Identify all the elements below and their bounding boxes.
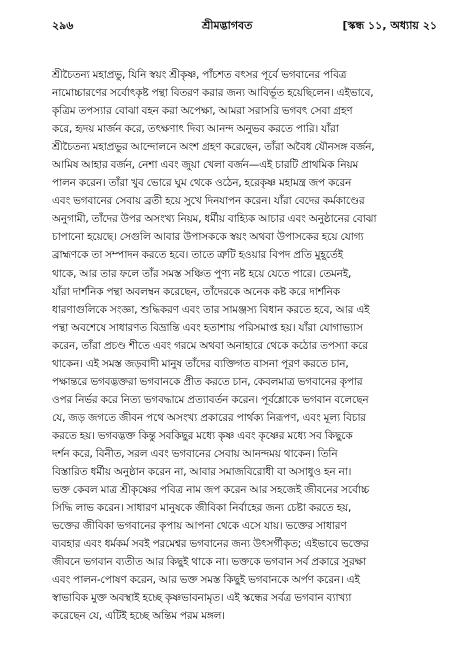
text-line: ধারণাগুলিকে সংজ্ঞা, শুদ্ধিকরণ এবং তার সামঞ্জস্য বিধান করতে হবে, আর এই [52, 303, 370, 316]
text-line: করতে হয়। ভগবদ্ভক্ত কিন্তু সবকিছুর মধ্যে কৃষ্ণ এবং কৃষ্ণের মধ্যে সব কিছুকে [52, 429, 353, 442]
text-line: এবং পালন-পোষণ করেন, আর ভক্ত সমস্ত কিছুই ভগবানকে অর্পণ করেন। এই [52, 574, 360, 587]
text-line: আমিষ আহার বর্জন, নেশা এবং জুয়া খেলা বর্জন—এই চারটি প্রাথমিক নিয়ম [52, 159, 359, 172]
text-line: যাঁরা দার্শনিক পন্থা অবলম্বন করেছেন, তাঁদেরকে অনেক কষ্ট করে দার্শনিক [52, 285, 340, 298]
page-number: ২৯৬ [52, 19, 74, 32]
page-header [52, 14, 437, 36]
book-title: শ্রীমদ্ভাগবত [202, 19, 253, 32]
text-line: পালন করেন। তাঁরা খুব ভোরে ঘুম থেকে ওঠেন, হরেকৃষ্ণ মহামন্ত্র জপ করেন [52, 177, 352, 190]
body-paragraph [52, 66, 437, 625]
text-line: থাকে, আর তার ফলে তাঁর সমস্ত সঞ্চিত পুণ্য নষ্ট হয়ে যেতে পারে। তেমনই, [52, 267, 352, 280]
text-line: করেছেন যে, এটিই হচ্ছে অন্তিম পরম মঙ্গল। [52, 610, 225, 623]
text-line: জীবনে ভগবান ব্যতীত আর কিছুই থাকে না। ভক্তকে ভগবান সর্ব প্রকারে সুরক্ষা [52, 556, 366, 569]
text-line: কৃত্রিম তপস্যার বোঝা বহন করা অপেক্ষা, আমরা সরাসরি ভগবৎ সেবা গ্রহণ [52, 105, 353, 118]
text-line: ওপর নির্ভর করে নিত্য ভগবদ্ধামে প্রত্যাবর্তন করেন। পূর্বশ্লোকে ভগবান বলেছেন [52, 393, 369, 406]
text-line: ব্যবহার এবং ধর্মকর্ম সবই পরমেশ্বর ভগবানের জন্য উৎসর্গীকৃত; এইভাবে ভক্তের [52, 538, 369, 551]
text-line: থাকেন। এই সমস্ত জড়বাদী মানুষ তাঁদের ব্যক্তিগত বাসনা পূরণ করতে চান, [52, 357, 349, 370]
text-line: চাপানো হয়েছে। সেগুলি আবার উপাসককে স্বয়ং অথবা উপাসকের হয়ে যোগ্য [52, 231, 364, 244]
text-line: দর্শন করে, বিনীত, সরল এবং ভগবানের সেবায় আনন্দময় থাকেন। তিনি [52, 447, 338, 460]
text-line: অনুগামী, তাঁদের উপর অসংখ্য নিয়ম, ধর্মীয় বাহ্যিক আচার এবং অনুষ্ঠানের বোঝা [52, 213, 377, 226]
text-line: পন্থা অবশেষে সাধারণত বিভ্রান্তি এবং হতাশায় পরিসমাপ্ত হয়। যাঁরা যোগাভ্যাস [52, 321, 363, 334]
text-line: করেন, তাঁরা প্রচণ্ড শীতে এবং গরমে অথবা অনাহারে থেকে কঠোর তপস্যা করে [52, 339, 368, 352]
text-line: ব্রাহ্মণকে তা সম্পাদন করতে হবে। তাতে ত্রুটি হওয়ার বিপদ প্রতি মুহূর্তেই [52, 249, 343, 262]
text-line: শ্রীচৈতন্য মহাপ্রভুর আন্দোলনে অংশ গ্রহণ করেছেন, তাঁরা অবৈধ যৌনসঙ্গ বর্জন, [52, 141, 375, 154]
text-line: ভক্ত কেবল মাত্র শ্রীকৃষ্ণের পবিত্র নাম জপ করেন আর সহজেই জীবনের সর্বোচ্চ [52, 484, 370, 497]
text-line: পক্ষান্তরে ভগবদ্ভক্তরা ভগবানকে প্রীত করতে চান, কেবলমাত্র ভগবানের কৃপার [52, 375, 363, 388]
text-line: সিদ্ধি লাভ করেন। সাধারণ মানুষকে জীবিকা নির্বাহের জন্য চেষ্টা করতে হয়, [52, 502, 352, 515]
text-line: স্বাভাবিক মুক্ত অবস্থাই হচ্ছে কৃষ্ণভাবনামৃত। এই স্কন্ধের সর্বত্র ভগবান ব্যাখ্যা [52, 592, 352, 605]
text-line: নামোচ্চারণের সর্বোৎকৃষ্ট পন্থা বিতরণ করার জন্য আবির্ভূত হয়েছিলেন। এইভাবে, [52, 87, 374, 100]
text-line: ভক্তের জীবিকা ভগবানের কৃপায় আপনা থেকে এসে যায়। ভক্তের সাধারণ [52, 520, 347, 533]
text-line: শ্রীচৈতন্য মহাপ্রভু, যিনি স্বয়ং শ্রীকৃষ্ণ, পাঁচশত বৎসর পূর্বে ভগবানের পবিত্র [52, 69, 347, 81]
text-line: বিস্তারিত ধর্মীয় অনুষ্ঠান করেন না, আবার সমাজবিরোধী বা অসাধুও হন না। [52, 466, 352, 479]
text-line: যে, জড় জগতে জীবন পথে অসংখ্য প্রকারের পার্থক্য নিরূপণ, এবং মূল্য বিচার [52, 411, 366, 424]
text-line: করে, হৃদয় মার্জন করে, তৎক্ষণাৎ দিব্য আনন্দ অনুভব করতে পারি। যাঁরা [52, 123, 339, 136]
text-line: এবং ভগবানের সেবায় ব্রতী হয়ে সুখে দিনযাপন করেন। যাঁরা বেদের কর্মকাণ্ডের [52, 195, 365, 208]
section-reference: [স্কন্ধ ১১, অধ্যায় ২১ [342, 19, 437, 32]
